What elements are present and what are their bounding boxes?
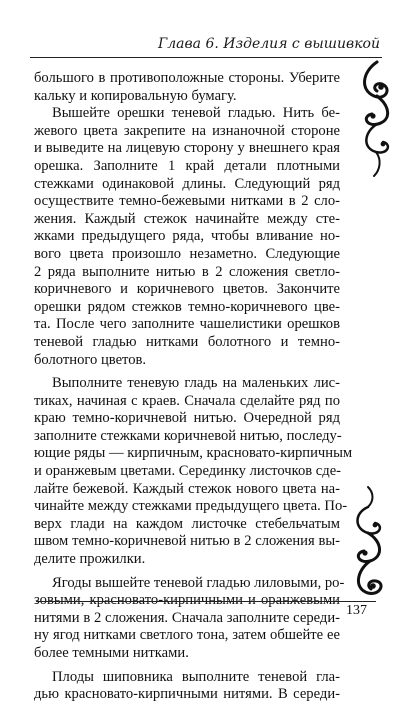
text-line: большого в противоположные стороны. Уберите	[34, 70, 340, 86]
page-number: 137	[346, 603, 367, 618]
text-line: швом темно-коричневой нитью в 2 сложения вы-	[34, 533, 340, 550]
paragraph	[34, 669, 340, 704]
footer-rule	[36, 601, 376, 602]
text-line: краю темно-коричневой нитью. Очередной ряд	[34, 410, 340, 427]
flourish-icon	[344, 485, 394, 600]
running-header	[0, 34, 410, 60]
text-line: заполните стежками коричневой нитью, последу-	[34, 427, 342, 444]
text-line: жения. Каждый стежок начинайте между сте-	[34, 210, 340, 227]
text-line: и выведите на лицевую сторону у внешнего края	[34, 140, 340, 157]
text-line: тиках, начиная с краев. Сначала сделайте ряд по	[34, 392, 340, 409]
text-line: жками предыдущего ряда, чтобы вливание но-	[34, 228, 340, 245]
paragraph	[34, 375, 353, 569]
text-line: ющие ряды — кирпичным, красновато-кирпичным	[34, 445, 353, 462]
text-line: ну ягод нитками светлого тона, затем обшейте ее	[34, 627, 340, 644]
text-line: теневой гладью нитками болотного и темно-	[34, 333, 340, 350]
paragraph	[34, 574, 345, 663]
body-text	[34, 70, 353, 704]
text-line: орешки рядом стежков темно-коричневого цве-	[34, 298, 340, 315]
text-line: нитями в 2 сложения. Сначала заполните середи-	[34, 609, 340, 626]
flourish-icon	[352, 60, 402, 180]
text-line: делите прожилки.	[34, 551, 146, 568]
text-line: болотного цветов.	[34, 351, 147, 368]
text-line: осуществите темно-бежевыми нитками в 2 сло-	[34, 193, 340, 210]
text-line: более темными нитками.	[34, 645, 189, 661]
chapter-title: Глава 6. Изделия с вышивкой	[157, 36, 380, 52]
text-line: Вышейте орешки теневой гладью. Нить бе-	[52, 105, 340, 122]
text-line: зовыми, красновато-кирпичными и оранжевыми	[34, 592, 340, 609]
text-line: лайте бежевой. Каждый стежок нового цвета на-	[34, 480, 340, 497]
text-line: и оранжевым цветами. Серединку листочков сде-	[34, 463, 342, 480]
text-line: жевого цвета закрепите на изнаночной стороне	[34, 122, 340, 139]
text-line: 2 ряда выполните нитью в 2 сложения светло-	[34, 263, 340, 280]
text-line: кальку и копировальную бумагу.	[34, 87, 237, 104]
text-line: чинайте между стежками предыдущего цвета. По-	[34, 498, 348, 515]
header-rule	[30, 57, 382, 58]
text-line: Ягоды вышейте теневой гладью лиловыми, ро-	[52, 574, 345, 591]
text-line: коричневого и коричневого цветов. Закончите	[34, 281, 340, 298]
paragraph	[34, 70, 340, 105]
text-line: дью красновато-кирпичными нитями. В середи-	[34, 686, 340, 703]
paragraph	[34, 105, 340, 369]
text-line: стежками одинаковой длины. Следующий ряд	[34, 175, 340, 192]
text-line: Плоды шиповника выполните теневой гла-	[52, 668, 340, 685]
text-line: орешка. Заполните 1 край детали плотными	[34, 157, 340, 174]
text-line: верх глади на каждом листочке стебельчатым	[34, 515, 340, 532]
text-line: та. После чего заполните чашелистики орешков	[34, 316, 340, 333]
text-line: Выполните теневую гладь на маленьких лис-	[52, 375, 340, 392]
text-line: вого цвета произошло незаметно. Следующие	[34, 245, 340, 262]
